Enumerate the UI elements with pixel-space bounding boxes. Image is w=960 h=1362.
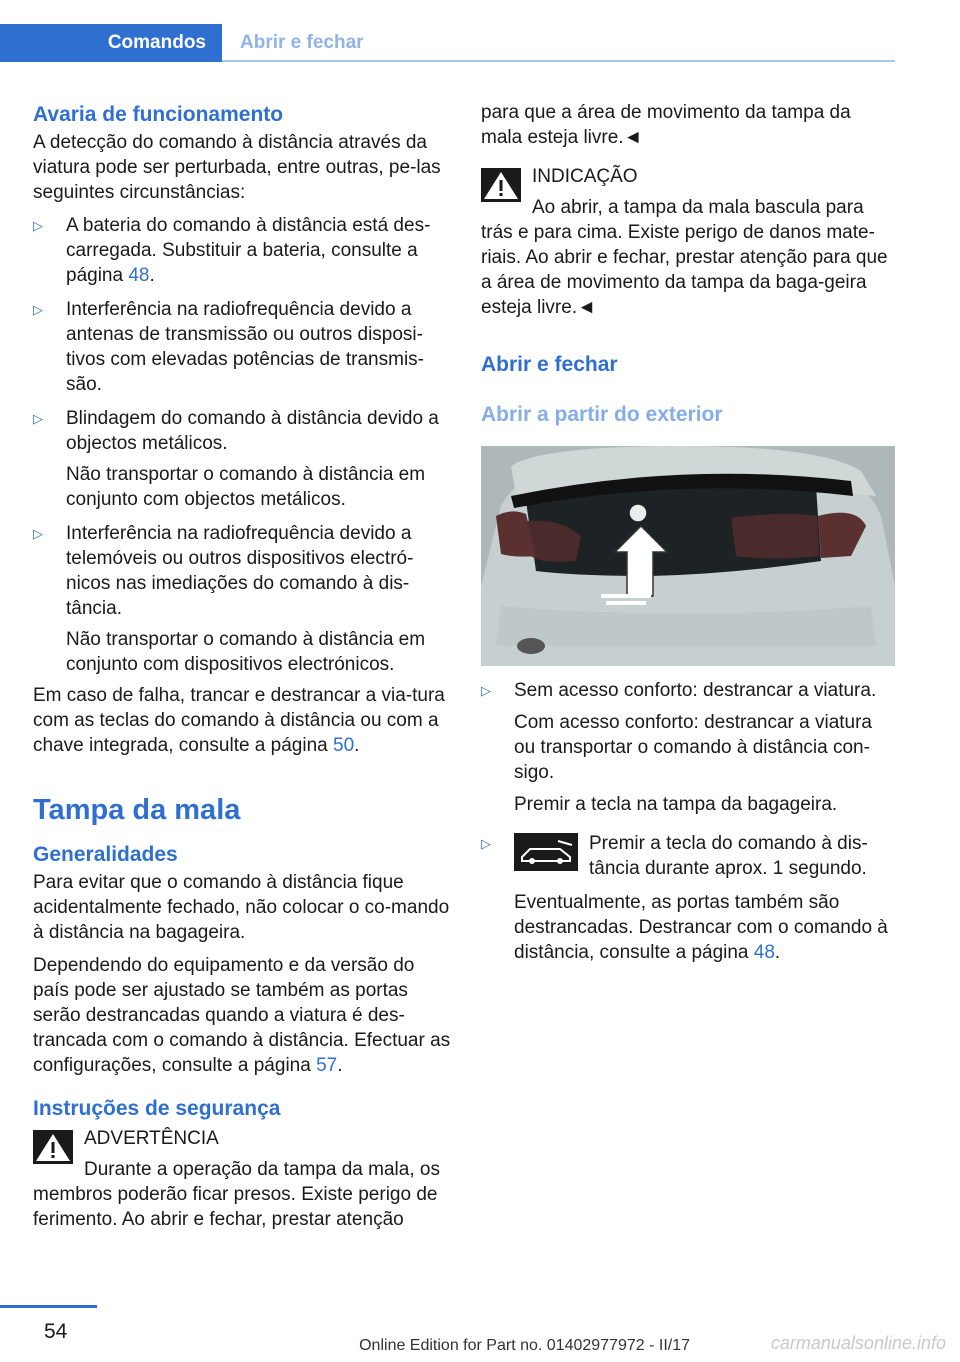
bullet-item (33, 406, 451, 512)
bullet-subtext: Não transportar o comando à distância em conjunto com dispositivos electrónicos. (66, 629, 426, 675)
bullet-item (33, 521, 451, 677)
page-link[interactable]: 48 (753, 942, 775, 963)
warning-triangle-icon (33, 1130, 73, 1164)
bullet-text-end: . (149, 265, 155, 286)
safety-heading: Instruções de segurança (33, 1097, 281, 1120)
footer-rule (0, 1305, 97, 1308)
general-text: Dependendo do equipamento e da versão do país pode ser ajustado se também as portas serão destrancadas quando a viatura é des-trancada com o comando à distância. Efectuar as configurações, consulte a página (33, 955, 451, 1076)
triangle-right-icon: ▷ (33, 526, 43, 541)
bullet-subtext: Não transportar o comando à distância em conjunto com objectos metálicos. (66, 464, 426, 510)
note-text: Ao abrir, a tampa da mala bascula para trás e para cima. Existe perigo de danos mate-riais. Ao abrir e fechar, prestar atenção para que a área de movimento da tampa da baga-geira esteja livre.◄ (481, 197, 888, 318)
bullet-subtext-end: . (774, 942, 781, 963)
tab-underline (222, 60, 895, 62)
fail-text-end: . (354, 735, 360, 756)
bullet-text: Sem acesso conforto: destrancar a viatura. (514, 680, 877, 701)
continuation-text: para que a área de movimento da tampa da mala esteja livre.◄ (481, 102, 851, 148)
bullet-text: Premir a tecla do comando à dis-tância durante aprox. 1 segundo. (589, 833, 868, 879)
page-link[interactable]: 50 (333, 735, 355, 756)
bullet-subtext (514, 890, 895, 965)
bullet-item (481, 678, 895, 817)
general-paragraph-2 (33, 953, 451, 1078)
outside-heading: Abrir a partir do exterior (481, 403, 723, 426)
fail-text: Em caso de falha, trancar e destrancar a via-tura com as teclas do comando à distância ou com a chave integrada, consulte a página (33, 685, 445, 756)
malfunction-heading: Avaria de funcionamento (33, 103, 284, 126)
open-close-heading: Abrir e fechar (481, 353, 618, 376)
triangle-right-icon: ▷ (481, 836, 491, 851)
warning-block (33, 1126, 451, 1232)
bullet-subtext: Premir a tecla na tampa da bagageira. (514, 794, 838, 815)
bullet-item (481, 831, 895, 965)
bullet-text: Interferência na radiofrequência devido a telemóveis ou outros dispositivos electró-nicos nas imediações do comando à dis-tância. (66, 523, 414, 619)
right-column (481, 100, 895, 965)
bullet-item (33, 297, 451, 397)
bullet-subtext: Com acesso conforto: destrancar a viatura ou transportar o comando à distância con-sigo. (514, 712, 873, 783)
watermark: carmanualsonline.info (770, 1333, 946, 1353)
general-paragraph-1: Para evitar que o comando à distância fique acidentalmente fechado, não colocar o co-mando à distância na bagageira. (33, 872, 450, 943)
malfunction-intro: A detecção do comando à distância através da viatura pode ser perturbada, entre outras, pe-las seguintes circunstâncias: (33, 132, 441, 203)
warning-text: Durante a operação da tampa da mala, os membros poderão ficar presos. Existe perigo de ferimento. Ao abrir e fechar, prestar atenção (33, 1159, 440, 1230)
page-link[interactable]: 48 (128, 265, 150, 286)
car-key-trunk-icon (514, 833, 578, 871)
header-tabs (0, 24, 895, 62)
warning-label: ADVERTÊNCIA (84, 1128, 219, 1149)
general-text-end: . (337, 1055, 343, 1076)
general-heading: Generalidades (33, 843, 178, 866)
note-label: INDICAÇÃO (532, 166, 638, 187)
page-link[interactable]: 57 (316, 1055, 338, 1076)
left-column (33, 100, 451, 1232)
bullet-subtext-text: Eventualmente, as portas também são destrancadas. Destrancar com o comando à distância, consulte a página (514, 892, 888, 963)
page-number: 54 (44, 1320, 68, 1343)
tab-abrir-fechar[interactable]: Abrir e fechar (240, 32, 364, 53)
bullet-text: A bateria do comando à distância está des-carregada. Substituir a bateria, consulte a página (66, 215, 431, 286)
bullet-text: Interferência na radiofrequência devido a antenas de transmissão ou outros disposi-tivos com elevadas potências de transmis-são. (66, 299, 424, 395)
triangle-right-icon: ▷ (481, 683, 491, 698)
trunk-heading: Tampa da mala (33, 794, 241, 826)
trunk-illustration (481, 446, 895, 666)
edition-text: Online Edition for Part no. 01402977972 - II/17 (359, 1337, 690, 1354)
note-block (481, 164, 895, 320)
fail-paragraph (33, 683, 451, 758)
bullet-item (33, 213, 451, 288)
triangle-right-icon: ▷ (33, 302, 43, 317)
tab-comandos[interactable]: Comandos (0, 24, 222, 62)
triangle-right-icon: ▷ (33, 218, 43, 233)
warning-triangle-icon (481, 168, 521, 202)
triangle-right-icon: ▷ (33, 411, 43, 426)
bullet-text: Blindagem do comando à distância devido a objectos metálicos. (66, 408, 439, 454)
